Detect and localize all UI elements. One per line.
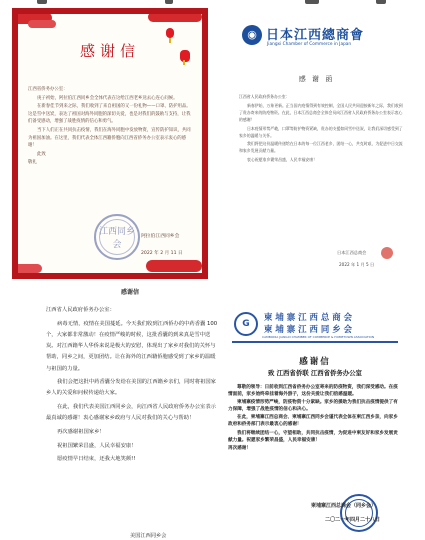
salutation: 江西省侨务办公室： bbox=[28, 87, 68, 92]
red-cloud-decoration bbox=[28, 20, 56, 28]
paragraph: 祝祖国繁荣昌盛，人民幸福安康！ bbox=[57, 442, 137, 449]
closing: 敬礼 bbox=[28, 160, 37, 166]
header-divider bbox=[232, 341, 398, 343]
top-strip bbox=[0, 0, 425, 6]
chamber-logo-icon: ◉ bbox=[242, 25, 262, 45]
clipped-mark bbox=[165, 0, 173, 4]
salutation: 江西省人民政府侨务办公室： bbox=[46, 307, 115, 313]
clipped-mark bbox=[376, 0, 386, 4]
paragraph: 我们将继续团结一心，守望相助，共同抗击疫情，为促进中柬友好和家乡发展贡献力量。祝愿家乡繁荣昌盛，人民幸福安康！ bbox=[228, 430, 398, 443]
letter-body bbox=[46, 305, 218, 468]
letter-cambodia-jiangxi bbox=[222, 306, 408, 540]
paragraph: 尊敬的领导：日前收到江西省侨务办公室寄来的防疫物资，我们深受感动。在疫情面前，家乡始终牵挂着海外游子，这份关爱让我们倍感温暖。 bbox=[228, 385, 398, 398]
red-seal-icon bbox=[381, 247, 393, 259]
org-name-line2: 柬埔寨江西同乡会 bbox=[264, 324, 355, 334]
paragraph: 我们将把这份温暖传递给在日本的每一位江西老乡，团结一心，共克时艰，为促进中日交流和家乡发展贡献力量。 bbox=[239, 141, 403, 154]
salutation: 江西省人民政府侨务办公室： bbox=[239, 94, 290, 99]
date: 二〇二一年四月二十八日 bbox=[324, 517, 380, 523]
org-name-en: CAMBODIA JIANGXI CHAMBER OF COMMERCE & HOMETOWN ASSOCIATION bbox=[262, 335, 375, 339]
org-name: 日本江西總商會 bbox=[266, 28, 365, 43]
red-cloud-decoration bbox=[18, 264, 42, 273]
signature: 阿拉伯江西同乡会 bbox=[141, 234, 180, 239]
paragraph: 再次感谢！ bbox=[228, 445, 251, 451]
paragraph: 我们会把这批中药香囊分发给在美国的江西籍乡亲们，同时将祖国家乡人的关爱和问候传递给大家。 bbox=[46, 379, 216, 397]
date: 2022 年 1 月 5 日 bbox=[339, 262, 375, 267]
paragraph: 当下人们正在共同抗击疫情，我们在海外同胞中发放物资，宣传防护知识，共同为祖国加油。在这里，我们代表全体江西籍侨胞向江西省侨务办公室表示衷心的感谢！ bbox=[28, 127, 191, 149]
paragraph: 病毒无情，疫情在美国蔓延。今天我们收到江西侨办的中药香囊 100 个，大家都非常激动！在疫情严峻的时候，这批香囊的到来真是雪中送炭。对江西籍华人华侨来说是极大的安慰，体现出了家乡对我们的关怀与帮助，同乡之间，更加团结。让在海外的江西籍侨胞感受到了家乡的温暖与祖国的力量。 bbox=[46, 320, 218, 372]
signature: 美国江西同乡会 bbox=[130, 533, 167, 539]
letter-body bbox=[228, 384, 402, 453]
letter-title: 感谢信 bbox=[79, 42, 140, 60]
paragraph: 在新春佳节到来之际，我们收到了来自祖国的又一份礼物——口罩、防护用品。这是雪中送炭，表达了祖国对海外同胞的深切关爱，也是对我们的鼓励与支持，让我们备受感动，增强了战胜疫情的信心和勇气。 bbox=[28, 104, 191, 125]
clipped-mark bbox=[305, 0, 319, 4]
letter-title: 感谢信 bbox=[120, 289, 139, 296]
signature: 柬埔寨江西总商会（同乡会） bbox=[310, 503, 376, 509]
paragraph: 衷心祝愿家乡繁荣昌盛，人民幸福安康！ bbox=[247, 157, 318, 163]
letter-title: 感 谢 函 bbox=[298, 75, 335, 83]
signature: 日本江西总商会 bbox=[337, 250, 367, 255]
date: 2022 年 2 月 11 日 bbox=[141, 251, 183, 256]
letter-paper bbox=[18, 14, 202, 273]
org-name-en: Jiangxi Chamber of Commerce in Japan bbox=[267, 42, 352, 47]
letter-title: 感谢信 bbox=[299, 357, 331, 367]
lantern-icon bbox=[166, 28, 174, 38]
paragraph: 庚子初始，阿拉伯江西同乡会全体代表在这给江西老乡送去心连心问候。 bbox=[37, 95, 178, 101]
association-seal bbox=[340, 494, 378, 532]
seal-text: 江西同乡会 bbox=[98, 227, 135, 250]
chamber-logo-icon: G bbox=[234, 312, 258, 336]
association-seal bbox=[94, 214, 140, 260]
paragraph: 此致 bbox=[37, 151, 46, 157]
paragraph: 再次感谢祖国家乡！ bbox=[57, 429, 105, 436]
letter-subtitle: 致 江西省侨联 江西省侨务办公室 bbox=[268, 369, 362, 377]
red-cloud-decoration bbox=[148, 14, 202, 22]
paragraph: 日本疫情形势严峻，口罩等防护物资紧缺，贵办的支援如同雪中送炭，让我们深切感受到了家乡的温暖与关怀。 bbox=[239, 125, 403, 138]
paragraph: 柬埔寨疫情形势严峻，防疫物资十分紧缺。家乡的援助为我们抗击疫情提供了有力保障，增强了战胜疫情的信心和决心。 bbox=[228, 400, 398, 413]
org-name-line1: 柬埔寨江西总商会 bbox=[264, 312, 355, 322]
red-cloud-decoration bbox=[146, 260, 202, 272]
letter-body bbox=[239, 94, 404, 166]
clipped-mark bbox=[37, 0, 47, 4]
letter-body bbox=[28, 86, 194, 168]
paragraph: 愿疫情早日结束，还我大地笑颜!! bbox=[57, 456, 136, 463]
letter-arab-jiangxi bbox=[12, 8, 208, 279]
letter-japan-jiangxi bbox=[215, 11, 418, 276]
paragraph: 在此，我们代表美国江西同乡会，向江西省人民政府侨务办公室表示最真诚的感谢！衷心感谢家乡政府与人民对我们的关心与帮助！ bbox=[46, 404, 216, 422]
paragraph: 新春伊始，万象更新。正当国内疫情得到有效控制，全国人民共同迎接新年之际，我们收到了贵办寄来的防疫物资。在此，日本江西总商会全体会员向江西省人民政府侨务办公室表示衷心的感谢！ bbox=[239, 102, 403, 122]
letter-usa-jiangxi bbox=[40, 281, 220, 540]
paragraph: 在此，柬埔寨江西总商会、柬埔寨江西同乡会谨代表全体在柬江西乡亲，向家乡政府和侨务部门表示最衷心的感谢！ bbox=[228, 415, 398, 428]
